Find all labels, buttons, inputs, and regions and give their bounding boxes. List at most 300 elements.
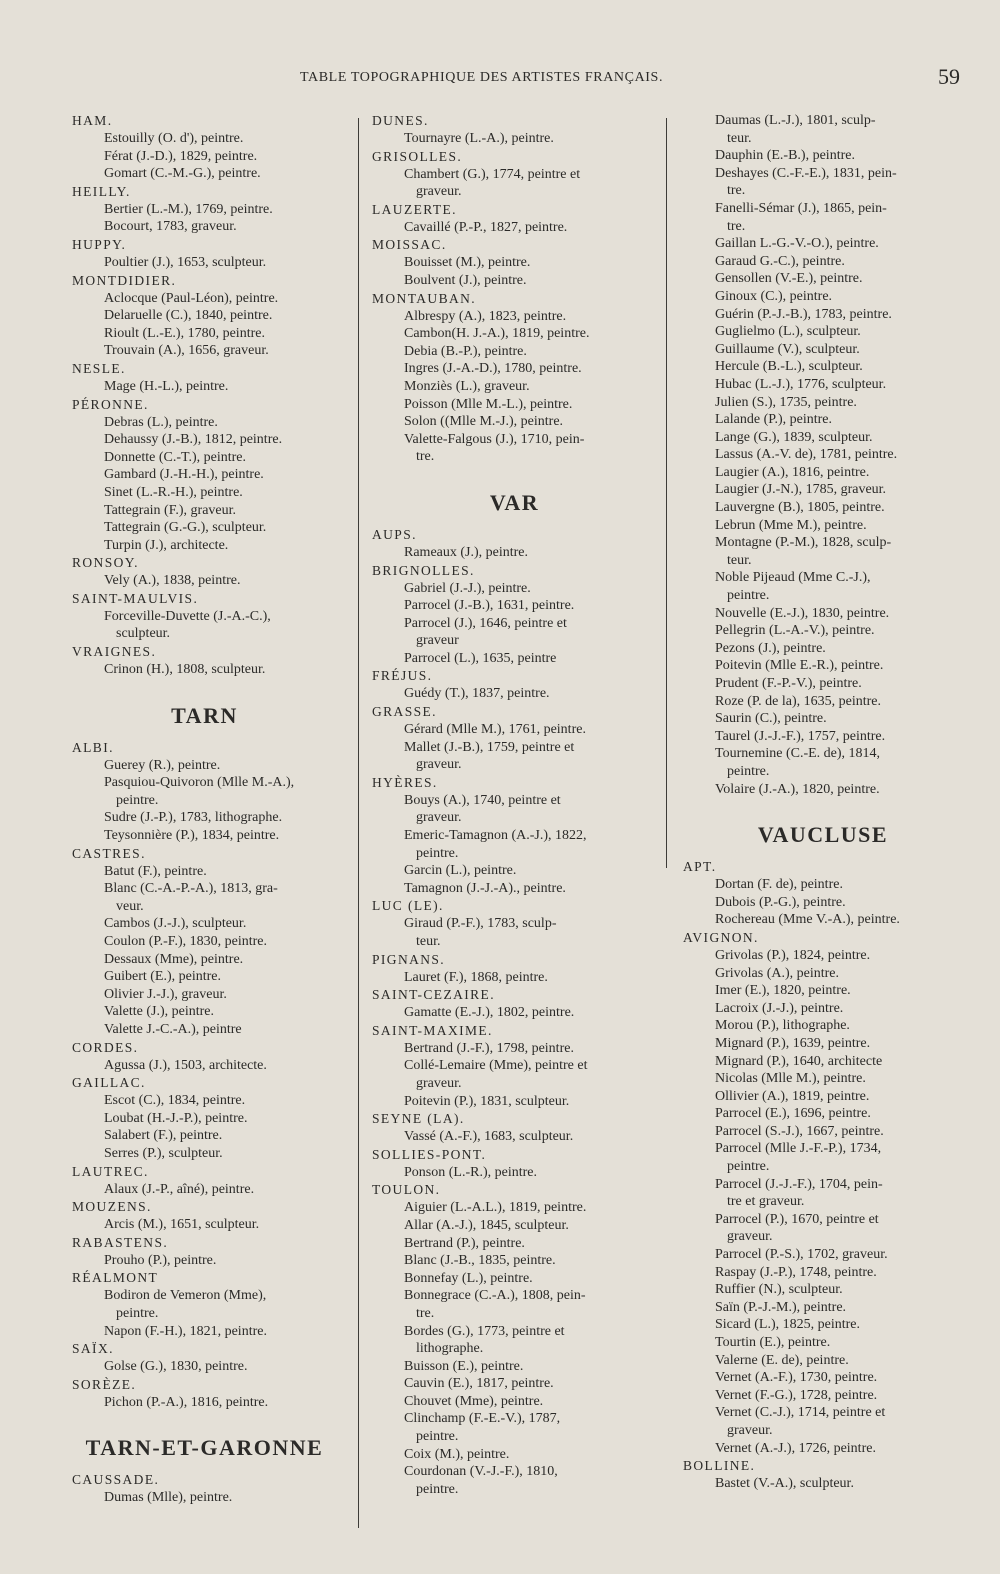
artist-entry — [683, 429, 963, 447]
artist-entry — [372, 880, 657, 898]
artist-entry-text: Cavaillé (P.-P., 1827, peintre. — [404, 219, 568, 235]
artist-entry-continuation: teur. — [727, 552, 752, 568]
town-heading: HAM. — [72, 113, 113, 128]
artist-entry-text: Parrocel (J.), 1646, peintre et — [404, 615, 567, 631]
artist-entry-text: Trouvain (A.), 1656, graveur. — [104, 343, 269, 359]
artist-entry-text: Delaruelle (C.), 1840, peintre. — [104, 308, 273, 324]
town-heading: HUPPY. — [72, 236, 127, 252]
artist-entry — [372, 396, 657, 414]
artist-entry-text: Debras (L.), peintre. — [104, 414, 218, 430]
town-heading: BRIGNOLLES. — [372, 562, 475, 578]
artist-entry — [683, 1017, 963, 1035]
artist-entry — [72, 218, 347, 236]
town-heading: GRASSE. — [372, 704, 437, 720]
artist-entry-text: Mage (H.-L.), peintre. — [104, 378, 229, 394]
artist-entry-text: Hercule (B.-L.), sculpteur. — [715, 359, 863, 375]
artist-entry-text: Courdonan (V.-J.-F.), 1810, — [404, 1464, 558, 1480]
artist-entry — [683, 481, 963, 499]
artist-entry — [72, 165, 347, 183]
artist-entry-text: Gaillan L.-G.-V.-O.), peintre. — [715, 236, 879, 252]
artist-entry-text: Roze (P. de la), 1635, peintre. — [715, 693, 882, 709]
artist-entry — [683, 1475, 963, 1493]
artist-entry-continuation: peintre. — [416, 1481, 459, 1497]
artist-entry-text: Gambard (J.-H.-H.), peintre. — [104, 467, 264, 483]
artist-entry-text: Bouisset (M.), peintre. — [404, 255, 531, 271]
artist-entry-text: Vassé (A.-F.), 1683, sculpteur. — [404, 1129, 574, 1145]
artist-entry-text: Cambon(H. J.-A.), 1819, peintre. — [404, 326, 590, 342]
artist-entry — [72, 325, 347, 343]
artist-entry — [72, 1110, 347, 1128]
artist-entry — [72, 1181, 347, 1199]
artist-entry-text: Poultier (J.), 1653, sculpteur. — [104, 254, 267, 270]
artist-entry — [72, 809, 347, 827]
artist-entry — [72, 863, 347, 881]
town-heading: SAINT-MAULVIS. — [72, 590, 199, 606]
artist-entry — [683, 947, 963, 965]
artist-entry-text: Clinchamp (F.-E.-V.), 1787, — [404, 1411, 561, 1427]
artist-entry — [372, 1252, 657, 1270]
artist-entry-text: Cauvin (E.), 1817, peintre. — [404, 1376, 554, 1392]
artist-entry — [372, 378, 657, 396]
artist-entry-continuation: peintre. — [116, 792, 159, 808]
artist-entry-text: Blanc (J.-B., 1835, peintre. — [404, 1253, 556, 1269]
artist-entry — [72, 502, 347, 520]
town-heading: FRÉJUS. — [372, 668, 433, 684]
artist-entry-continuation: graveur. — [727, 1422, 773, 1438]
artist-entry-text: Vernet (A.-F.), 1730, peintre. — [715, 1370, 878, 1386]
artist-entry-text: Parrocel (S.-J.), 1667, peintre. — [715, 1123, 884, 1139]
artist-entry — [72, 1489, 347, 1507]
town-heading: ALBI. — [72, 739, 114, 755]
artist-entry — [683, 965, 963, 983]
artist-entry — [72, 1092, 347, 1110]
artist-entry-text: Lange (G.), 1839, sculpteur. — [715, 429, 873, 445]
artist-entry-text: Guérin (P.-J.-B.), 1783, peintre. — [715, 306, 892, 322]
artist-entry-text: Agussa (J.), 1503, architecte. — [104, 1057, 267, 1073]
artist-entry-text: Garaud G.-C.), peintre. — [715, 253, 845, 269]
artist-entry-text: Saïn (P.-J.-M.), peintre. — [715, 1299, 847, 1315]
town-heading: PIGNANS. — [372, 951, 446, 967]
artist-entry-continuation: graveur. — [416, 810, 462, 826]
column-divider-right — [666, 118, 667, 868]
artist-entry-continuation: tre. — [416, 449, 435, 465]
artist-entry — [683, 376, 963, 394]
column-right — [683, 112, 963, 1493]
artist-entry — [683, 147, 963, 165]
artist-entry-text: Bastet (V.-A.), sculpteur. — [715, 1476, 854, 1492]
artist-entry-text: Batut (F.), peintre. — [104, 863, 207, 879]
artist-entry — [72, 1394, 347, 1412]
artist-entry — [683, 1088, 963, 1106]
artist-entry-text: Sudre (J.-P.), 1783, lithographe. — [104, 810, 283, 826]
artist-entry-text: Golse (G.), 1830, peintre. — [104, 1359, 248, 1375]
artist-entry-continuation: graveur. — [416, 1075, 462, 1091]
artist-entry — [683, 288, 963, 306]
artist-entry-text: Julien (S.), 1735, peintre. — [715, 394, 857, 410]
town-heading: LUC (LE). — [372, 898, 444, 914]
artist-entry-text: Olivier J.-J.), graveur. — [104, 986, 227, 1002]
artist-entry-text: Mallet (J.-B.), 1759, peintre et — [404, 739, 575, 755]
artist-entry-text: Nicolas (Mlle M.), peintre. — [715, 1071, 866, 1087]
artist-entry — [372, 1199, 657, 1217]
town-heading: LAUTREC. — [72, 1163, 149, 1179]
artist-entry — [72, 1216, 347, 1234]
artist-entry-text: Deshayes (C.-F.-E.), 1831, pein- — [715, 165, 897, 181]
town-heading: MOISSAC. — [372, 237, 447, 253]
artist-entry-text: Laugier (J.-N.), 1785, graveur. — [715, 482, 887, 498]
artist-entry — [372, 1393, 657, 1411]
artist-entry — [372, 1040, 657, 1058]
artist-entry — [683, 200, 963, 235]
town-heading: SEYNE (LA). — [372, 1111, 465, 1127]
town-heading: AVIGNON. — [683, 929, 759, 945]
artist-entry — [72, 519, 347, 537]
artist-entry — [372, 166, 657, 201]
artist-entry — [372, 544, 657, 562]
town-heading: SORÈZE. — [72, 1376, 137, 1392]
artist-entry-text: Chambert (G.), 1774, peintre et — [404, 166, 581, 182]
town-heading: SAINT-CEZAIRE. — [372, 987, 495, 1003]
town-heading: DUNES. — [372, 113, 429, 128]
artist-entry — [683, 1000, 963, 1018]
artist-entry — [683, 1369, 963, 1387]
artist-entry — [683, 235, 963, 253]
artist-entry — [683, 306, 963, 324]
artist-entry-text: Garcin (L.), peintre. — [404, 863, 517, 879]
artist-entry-text: Dauphin (E.-B.), peintre. — [715, 148, 855, 164]
artist-entry-text: Lebrun (Mme M.), peintre. — [715, 517, 867, 533]
artist-entry-text: Vernet (F.-G.), 1728, peintre. — [715, 1387, 878, 1403]
artist-entry-text: Mignard (P.), 1640, architecte — [715, 1053, 883, 1069]
artist-entry-text: Pasquiou-Quivoron (Mlle M.-A.), — [104, 775, 295, 791]
artist-entry-text: Valette-Falgous (J.), 1710, pein- — [404, 431, 585, 447]
artist-entry-text: Morou (P.), lithographe. — [715, 1018, 850, 1034]
artist-entry — [72, 933, 347, 951]
artist-entry — [683, 876, 963, 894]
artist-entry-text: Buisson (E.), peintre. — [404, 1358, 524, 1374]
artist-entry — [683, 1211, 963, 1246]
artist-entry-text: Boulvent (J.), peintre. — [404, 272, 527, 288]
artist-entry — [372, 969, 657, 987]
artist-entry-continuation: teur. — [416, 934, 441, 949]
artist-entry — [683, 358, 963, 376]
artist-entry — [372, 1057, 657, 1092]
artist-entry-text: Prudent (F.-P.-V.), peintre. — [715, 676, 862, 691]
artist-entry-text: Forceville-Duvette (J.-A.-C.), — [104, 608, 271, 624]
artist-entry — [683, 517, 963, 535]
artist-entry-text: Prouho (P.), peintre. — [104, 1252, 217, 1268]
artist-entry — [683, 1352, 963, 1370]
artist-entry — [683, 1299, 963, 1317]
artist-entry-text: Imer (E.), 1820, peintre. — [715, 983, 851, 999]
artist-entry-text: Solon ((Mlle M.-J.), peintre. — [404, 414, 564, 430]
artist-entry — [683, 1264, 963, 1282]
artist-entry-text: Bertier (L.-M.), 1769, peintre. — [104, 201, 273, 217]
town-heading: HEILLY. — [72, 183, 131, 199]
artist-entry — [683, 1053, 963, 1071]
artist-entry — [372, 1270, 657, 1288]
artist-entry — [372, 325, 657, 343]
town-heading: AUPS. — [372, 526, 417, 542]
running-title: TABLE TOPOGRAPHIQUE DES ARTISTES FRANÇAIS. — [300, 70, 664, 85]
artist-entry — [372, 130, 657, 148]
artist-entry-text: Parrocel (Mlle J.-F.-P.), 1734, — [715, 1141, 882, 1157]
artist-entry — [72, 1127, 347, 1145]
artist-entry — [72, 414, 347, 432]
artist-entry — [372, 685, 657, 703]
artist-entry-text: Volaire (J.-A.), 1820, peintre. — [715, 781, 880, 797]
artist-entry — [372, 827, 657, 862]
artist-entry — [683, 446, 963, 464]
artist-entry-text: Lauret (F.), 1868, peintre. — [404, 969, 548, 985]
artist-entry-text: Gamatte (E.-J.), 1802, peintre. — [404, 1005, 575, 1021]
artist-entry-text: Coulon (P.-F.), 1830, peintre. — [104, 934, 267, 949]
artist-entry-text: Ginoux (C.), peintre. — [715, 288, 833, 304]
artist-entry-text: Giraud (P.-F.), 1783, sculp- — [404, 916, 557, 932]
artist-entry-text: Vernet (A.-J.), 1726, peintre. — [715, 1440, 876, 1456]
artist-entry — [372, 862, 657, 880]
artist-entry — [372, 1004, 657, 1022]
artist-entry-text: Turpin (J.), architecte. — [104, 537, 229, 553]
artist-entry-text: Aclocque (Paul-Léon), peintre. — [104, 290, 279, 306]
town-heading: PÉRONNE. — [72, 396, 149, 412]
artist-entry — [683, 1176, 963, 1211]
artist-entry — [683, 657, 963, 675]
artist-entry-text: Cambos (J.-J.), sculpteur. — [104, 916, 247, 932]
artist-entry-text: Dortan (F. de), peintre. — [715, 877, 843, 893]
town-heading: CAUSSADE. — [72, 1472, 160, 1488]
artist-entry-text: Fanelli-Sémar (J.), 1865, pein- — [715, 200, 887, 216]
artist-entry — [372, 1287, 657, 1322]
artist-entry-text: Gomart (C.-M.-G.), peintre. — [104, 166, 261, 182]
artist-entry-text: Albrespy (A.), 1823, peintre. — [404, 308, 567, 324]
artist-entry-text: Pellegrin (L.-A.-V.), peintre. — [715, 623, 875, 639]
artist-entry — [72, 608, 347, 643]
artist-entry-text: Dehaussy (J.-B.), 1812, peintre. — [104, 432, 283, 448]
artist-entry-text: Tattegrain (F.), graveur. — [104, 502, 237, 518]
artist-entry — [72, 378, 347, 396]
artist-entry — [72, 307, 347, 325]
artist-entry-text: Daumas (L.-J.), 1801, sculp- — [715, 113, 876, 128]
artist-entry — [72, 1287, 347, 1322]
artist-entry-text: Tattegrain (G.-G.), sculpteur. — [104, 520, 267, 536]
artist-entry-text: Tournayre (L.-A.), peintre. — [404, 131, 554, 146]
artist-entry-text: Valette J.-C.-A.), peintre — [104, 1021, 242, 1037]
artist-entry-text: Ollivier (A.), 1819, peintre. — [715, 1088, 870, 1104]
artist-entry-continuation: graveur. — [727, 1229, 773, 1245]
artist-entry — [372, 1217, 657, 1235]
artist-entry-text: Dessaux (Mme), peintre. — [104, 951, 244, 967]
artist-entry-text: Ponson (L.-R.), peintre. — [404, 1164, 537, 1180]
artist-entry — [683, 728, 963, 746]
town-heading: SAINT-MAXIME. — [372, 1022, 493, 1038]
artist-entry-text: Guédy (T.), 1837, peintre. — [404, 686, 550, 702]
artist-entry-text: Parrocel (E.), 1696, peintre. — [715, 1106, 871, 1122]
artist-entry — [683, 270, 963, 288]
artist-entry-continuation: teur. — [727, 130, 752, 146]
artist-entry — [683, 1140, 963, 1175]
department-heading: TARN-ET-GARONNE — [85, 1435, 324, 1461]
artist-entry — [683, 253, 963, 271]
artist-entry — [72, 1358, 347, 1376]
artist-entry — [72, 1057, 347, 1075]
town-heading: CASTRES. — [72, 845, 146, 861]
artist-entry-text: Coix (M.), peintre. — [404, 1446, 510, 1462]
artist-entry — [372, 792, 657, 827]
town-heading: RONSOY. — [72, 555, 139, 571]
artist-entry-text: Escot (C.), 1834, peintre. — [104, 1093, 246, 1109]
town-heading: TOULON. — [372, 1182, 441, 1198]
artist-entry-text: Guillaume (V.), sculpteur. — [715, 341, 860, 357]
artist-entry — [683, 982, 963, 1000]
artist-entry-text: Bertrand (J.-F.), 1798, peintre. — [404, 1040, 574, 1056]
artist-entry-text: Valerne (E. de), peintre. — [715, 1352, 849, 1368]
artist-entry — [72, 572, 347, 590]
artist-entry-text: Taurel (J.-J.-F.), 1757, peintre. — [715, 728, 886, 744]
artist-entry — [683, 640, 963, 658]
department-heading: VAR — [489, 489, 540, 515]
artist-entry-continuation: graveur — [416, 633, 459, 649]
column-middle — [372, 112, 657, 1498]
town-heading: RABASTENS. — [72, 1234, 169, 1250]
artist-entry — [683, 323, 963, 341]
town-heading: APT. — [683, 859, 717, 875]
artist-entry-continuation: tre. — [416, 1305, 435, 1321]
artist-entry — [72, 757, 347, 775]
artist-entry — [683, 1316, 963, 1334]
artist-entry — [683, 894, 963, 912]
artist-entry-text: Emeric-Tamagnon (A.-J.), 1822, — [404, 828, 587, 844]
artist-entry-text: Bouys (A.), 1740, peintre et — [404, 792, 561, 808]
artist-entry — [683, 1387, 963, 1405]
artist-entry — [372, 1093, 657, 1111]
artist-entry-text: Allar (A.-J.), 1845, sculpteur. — [404, 1217, 569, 1233]
artist-entry — [683, 1105, 963, 1123]
artist-entry-text: Alaux (J.-P., aîné), peintre. — [104, 1181, 255, 1197]
artist-entry — [683, 911, 963, 929]
artist-entry — [683, 1404, 963, 1439]
artist-entry — [683, 394, 963, 412]
artist-entry — [683, 605, 963, 623]
artist-entry — [372, 343, 657, 361]
artist-entry-text: Guglielmo (L.), sculpteur. — [715, 324, 861, 340]
artist-entry-text: Gensollen (V.-E.), peintre. — [715, 271, 863, 287]
artist-entry — [72, 148, 347, 166]
artist-entry — [72, 537, 347, 555]
artist-entry-text: Donnette (C.-T.), peintre. — [104, 449, 247, 465]
artist-entry — [72, 1145, 347, 1163]
artist-entry — [72, 661, 347, 679]
artist-entry — [372, 413, 657, 431]
town-heading: MONTAUBAN. — [372, 290, 477, 306]
artist-entry — [72, 201, 347, 219]
artist-entry-text: Montagne (P.-M.), 1828, sculp- — [715, 535, 892, 551]
artist-entry-text: Sicard (L.), 1825, peintre. — [715, 1317, 861, 1333]
artist-entry — [372, 739, 657, 774]
artist-entry — [683, 534, 963, 569]
artist-entry-continuation: sculpteur. — [116, 626, 171, 642]
artist-entry — [372, 308, 657, 326]
artist-entry-text: Collé-Lemaire (Mme), peintre et — [404, 1058, 588, 1074]
page-header — [0, 64, 1000, 96]
artist-entry — [683, 745, 963, 780]
artist-entry — [72, 880, 347, 915]
department-heading: TARN — [171, 702, 238, 728]
artist-entry-text: Debia (B.-P.), peintre. — [404, 343, 527, 359]
artist-entry-text: Lalande (P.), peintre. — [715, 412, 833, 428]
artist-entry-text: Parrocel (J.-J.-F.), 1704, pein- — [715, 1176, 883, 1192]
artist-entry — [72, 130, 347, 148]
artist-entry-text: Chouvet (Mme), peintre. — [404, 1393, 544, 1409]
town-heading: MOUZENS. — [72, 1199, 152, 1215]
artist-entry-text: Parrocel (P.-S.), 1702, graveur. — [715, 1247, 888, 1263]
artist-entry-continuation: peintre. — [727, 763, 770, 779]
artist-entry — [72, 951, 347, 969]
artist-entry-text: Dumas (Mlle), peintre. — [104, 1490, 233, 1506]
artist-entry-text: Estouilly (O. d'), peintre. — [104, 131, 244, 146]
artist-entry — [372, 1128, 657, 1146]
artist-entry-text: Pichon (P.-A.), 1816, peintre. — [104, 1394, 269, 1410]
artist-entry-text: Poitevin (P.), 1831, sculpteur. — [404, 1093, 570, 1109]
department-heading: VAUCLUSE — [757, 822, 889, 848]
artist-entry — [683, 165, 963, 200]
artist-entry-text: Aiguier (L.-A.L.), 1819, peintre. — [404, 1200, 587, 1216]
artist-entry — [683, 499, 963, 517]
artist-entry-text: Laugier (A.), 1816, peintre. — [715, 464, 870, 480]
artist-entry — [372, 1463, 657, 1498]
town-heading: NESLE. — [72, 360, 126, 376]
artist-entry — [372, 1375, 657, 1393]
artist-entry-text: Loubat (H.-J.-P.), peintre. — [104, 1110, 248, 1126]
artist-entry — [683, 112, 963, 147]
artist-entry-text: Bordes (G.), 1773, peintre et — [404, 1323, 565, 1339]
artist-entry — [372, 431, 657, 466]
artist-entry-text: Saurin (C.), peintre. — [715, 711, 827, 727]
artist-entry-text: Guibert (E.), peintre. — [104, 969, 222, 985]
artist-entry — [372, 1446, 657, 1464]
artist-entry — [372, 597, 657, 615]
artist-entry-text: Teysonnière (P.), 1834, peintre. — [104, 828, 280, 844]
artist-entry-text: Rioult (L.-E.), 1780, peintre. — [104, 325, 265, 341]
artist-entry-text: Pezons (J.), peintre. — [715, 640, 826, 656]
artist-entry — [72, 1021, 347, 1039]
artist-entry-text: Crinon (H.), 1808, sculpteur. — [104, 662, 266, 678]
artist-entry — [372, 650, 657, 668]
town-heading: MONTDIDIER. — [72, 272, 177, 288]
artist-entry-continuation: peintre. — [416, 845, 459, 861]
artist-entry-text: Monziès (L.), graveur. — [404, 378, 530, 394]
artist-entry-text: Parrocel (J.-B.), 1631, peintre. — [404, 598, 575, 614]
page-number: 59 — [938, 64, 960, 89]
artist-entry-text: Férat (J.-D.), 1829, peintre. — [104, 148, 258, 164]
artist-entry-text: Poisson (Mlle M.-L.), peintre. — [404, 396, 573, 412]
artist-entry-text: Rameaux (J.), peintre. — [404, 544, 529, 560]
artist-entry-text: Lassus (A.-V. de), 1781, peintre. — [715, 447, 898, 463]
artist-entry — [683, 710, 963, 728]
artist-entry — [372, 1323, 657, 1358]
artist-entry-text: Gérard (Mlle M.), 1761, peintre. — [404, 722, 586, 738]
artist-entry-text: Rochereau (Mme V.-A.), peintre. — [715, 912, 900, 928]
artist-entry — [683, 1070, 963, 1088]
artist-entry — [683, 411, 963, 429]
artist-entry — [372, 254, 657, 272]
artist-entry — [72, 915, 347, 933]
town-heading: GAILLAC. — [72, 1075, 146, 1091]
artist-entry — [372, 360, 657, 378]
town-heading: VRAIGNES. — [72, 644, 157, 660]
town-heading: LAUZERTE. — [372, 201, 457, 217]
artist-entry — [72, 342, 347, 360]
